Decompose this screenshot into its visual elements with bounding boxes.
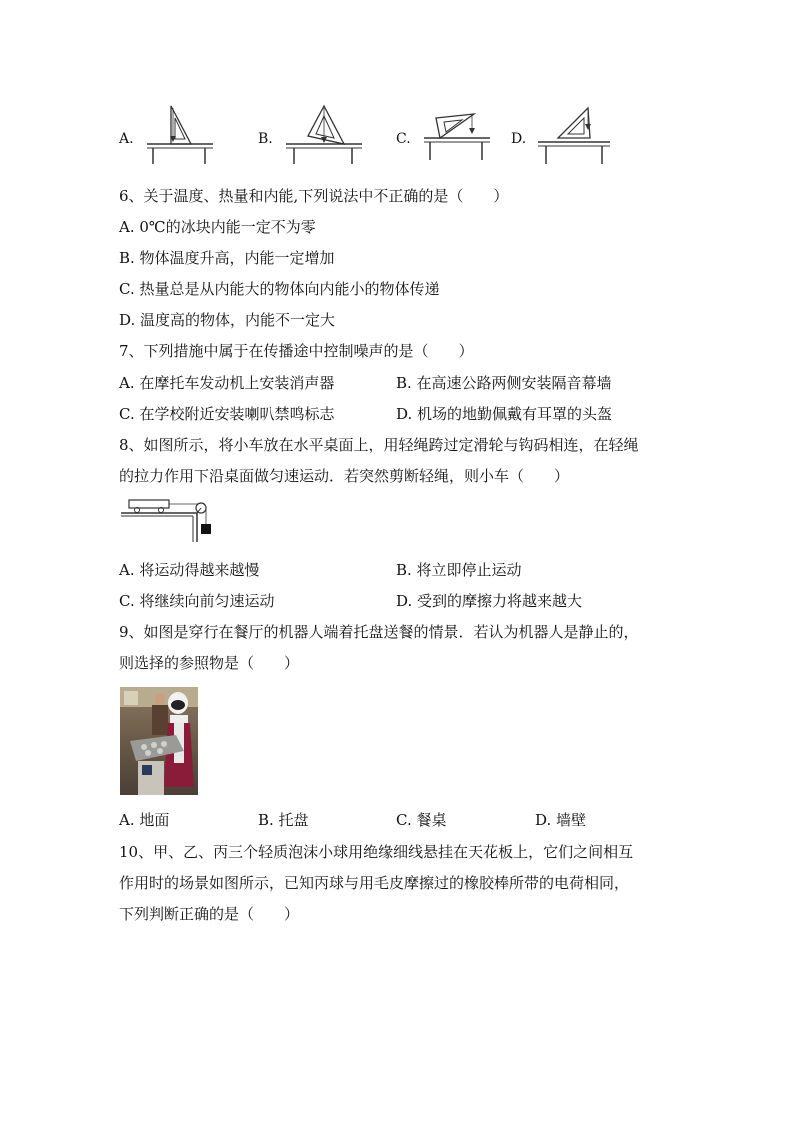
q9-option-d: D. 墙壁: [535, 811, 587, 829]
q5-option-b-label: B.: [258, 131, 273, 147]
q7-option-a: A. 在摩托车发动机上安装消声器: [119, 374, 335, 392]
q5-figure-c: [422, 104, 492, 166]
q9-option-b: B. 托盘: [258, 811, 309, 829]
q8-option-d: D. 受到的摩擦力将越来越大: [396, 592, 583, 610]
q5-option-c-label: C.: [396, 131, 411, 147]
robot-waiter-photo: [120, 687, 198, 795]
q6-option-a: A. 0℃的冰块内能一定不为零: [119, 218, 316, 236]
q5-figure-a: [145, 104, 215, 166]
q8-cart-pulley-figure: [119, 496, 219, 544]
q7-stem: 7、下列措施中属于在传播途中控制噪声的是（ ）: [119, 342, 474, 360]
q9-option-c: C. 餐桌: [396, 811, 447, 829]
q6-stem: 6、关于温度、热量和内能,下列说法中不正确的是（ ）: [119, 187, 509, 205]
q7-option-b: B. 在高速公路两侧安装隔音幕墙: [396, 374, 612, 392]
q6-option-b: B. 物体温度升高，内能一定增加: [119, 249, 335, 267]
q9-stem-line-1: 9、如图是穿行在餐厅的机器人端着托盘送餐的情景．若认为机器人是静止的，: [119, 623, 639, 641]
q9-option-a: A. 地面: [119, 811, 170, 829]
q9-stem-line-2: 则选择的参照物是（ ）: [119, 654, 300, 672]
q5-option-a-label: A.: [119, 131, 134, 147]
q6-option-c: C. 热量总是从内能大的物体向内能小的物体传递: [119, 280, 440, 298]
q8-option-b: B. 将立即停止运动: [396, 561, 522, 579]
q10-stem-line-1: 10、甲、乙、丙三个轻质泡沫小球用绝缘细线悬挂在天花板上，它们之间相互: [119, 843, 634, 861]
q7-option-d: D. 机场的地勤佩戴有耳罩的头盔: [396, 405, 613, 423]
q8-option-a: A. 将运动得越来越慢: [119, 561, 260, 579]
q10-stem-line-2: 作用时的场景如图所示，已知丙球与用毛皮摩擦过的橡胶棒所带的电荷相同，: [119, 874, 630, 892]
q10-stem-line-3: 下列判断正确的是（ ）: [119, 905, 300, 923]
q5-option-d-label: D.: [511, 131, 527, 147]
q7-option-c: C. 在学校附近安装喇叭禁鸣标志: [119, 405, 335, 423]
q5-figure-b: [284, 104, 364, 166]
q8-option-c: C. 将继续向前匀速运动: [119, 592, 275, 610]
q8-stem-line-1: 8、如图所示，将小车放在水平桌面上，用轻绳跨过定滑轮与钩码相连，在轻绳: [119, 436, 639, 454]
q6-option-d: D. 温度高的物体，内能不一定大: [119, 311, 336, 329]
q8-stem-line-2: 的拉力作用下沿桌面做匀速运动．若突然剪断轻绳，则小车（ ）: [119, 467, 570, 485]
q5-figure-d: [536, 104, 612, 166]
